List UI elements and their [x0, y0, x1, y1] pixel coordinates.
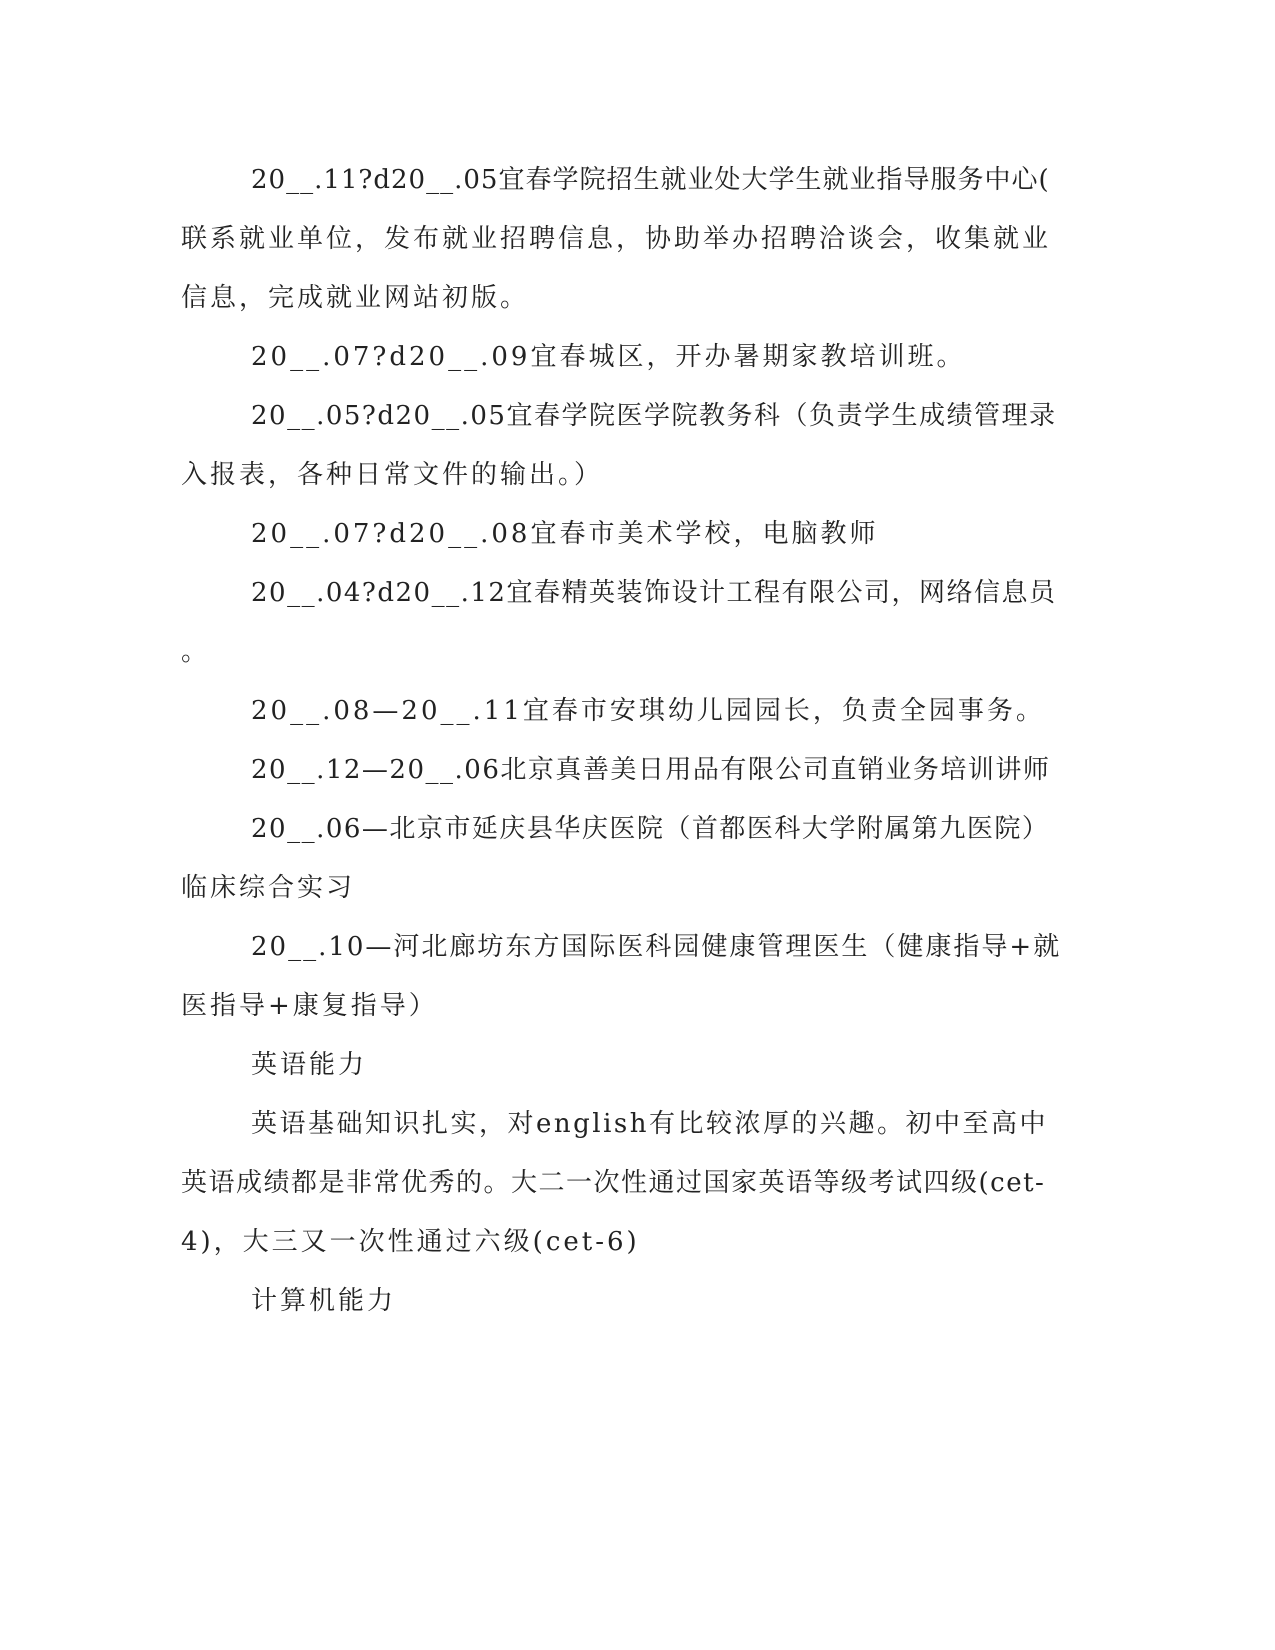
text-line: 20__.10—河北廊坊东方国际医科园健康管理医生（健康指导+就: [251, 932, 1062, 962]
text-line: 20__.06—北京市延庆县华庆医院（首都医科大学附属第九医院）: [251, 814, 1050, 844]
text-line: 联系就业单位，发布就业招聘信息，协助举办招聘洽谈会，收集就业: [181, 224, 1052, 254]
text-line: 医指导+康复指导）: [181, 991, 438, 1021]
text-line: 入报表，各种日常文件的输出。）: [181, 460, 604, 490]
text-line: 4)，大三又一次性通过六级(cet-6): [181, 1227, 640, 1257]
text-line: 英语基础知识扎实，对english有比较浓厚的兴趣。初中至高中: [251, 1109, 1048, 1139]
text-line: 临床综合实习: [181, 873, 356, 903]
section-heading: 英语能力: [251, 1050, 368, 1080]
text-line: 。: [181, 637, 211, 667]
text-line: 20__.05?d20__.05宜春学院医学院教务科（负责学生成绩管理录: [251, 401, 1057, 431]
text-line: 20__.11?d20__.05宜春学院招生就业处大学生就业指导服务中心(: [251, 165, 1050, 195]
text-line: 20__.07?d20__.08宜春市美术学校，电脑教师: [251, 519, 879, 549]
section-heading: 计算机能力: [251, 1286, 397, 1316]
text-line: 20__.08—20__.11宜春市安琪幼儿园园长，负责全园事务。: [251, 696, 1045, 726]
text-line: 20__.04?d20__.12宜春精英装饰设计工程有限公司，网络信息员: [251, 578, 1057, 608]
text-line: 20__.12—20__.06北京真善美日用品有限公司直销业务培训讲师: [251, 755, 1051, 785]
text-line: 英语成绩都是非常优秀的。大二一次性通过国家英语等级考试四级(cet-: [181, 1168, 1046, 1198]
text-line: 信息，完成就业网站初版。: [181, 283, 530, 313]
text-line: 20__.07?d20__.09宜春城区，开办暑期家教培训班。: [251, 342, 966, 372]
